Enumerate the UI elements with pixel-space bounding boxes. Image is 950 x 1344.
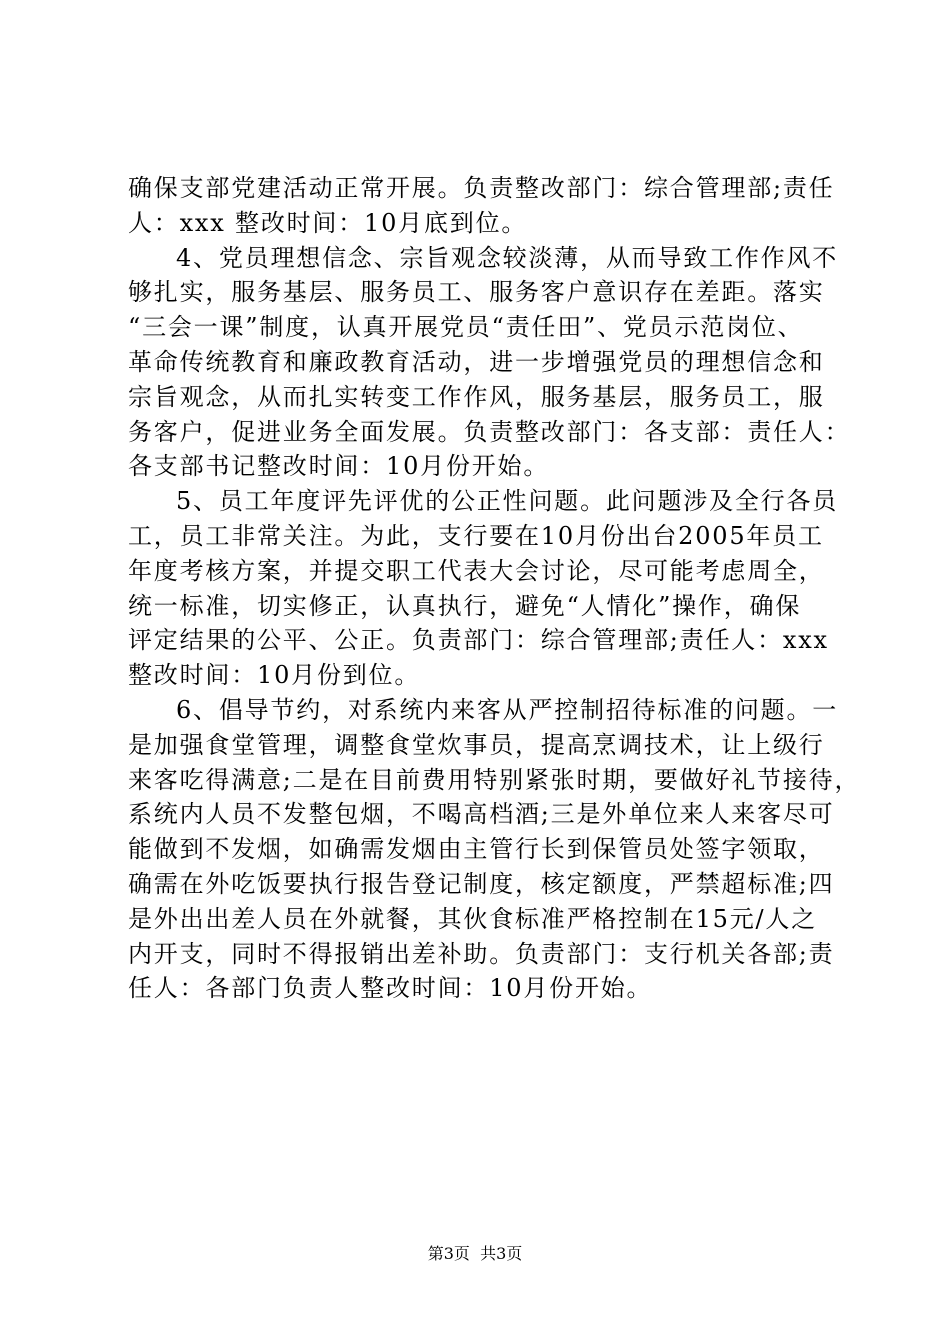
text-line: 是外出出差人员在外就餐，其伙食标准严格控制在15元/人之 <box>128 904 818 933</box>
text-line: 6、倡导节约，对系统内来客从严控制招待标准的问题。一 <box>176 695 839 724</box>
text-line: 确需在外吃饭要执行报告登记制度，核定额度，严禁超标准;四 <box>128 869 835 898</box>
text-line: 宗旨观念，从而扎实转变工作作风，服务基层，服务员工，服 <box>128 382 825 411</box>
text-line: 人：xxx 整改时间：10月底到位。 <box>128 208 528 237</box>
text-line: 整改时间：10月份到位。 <box>128 661 421 690</box>
document-body <box>128 171 861 1006</box>
text-line: 能做到不发烟，如确需发烟由主管行长到保管员处签字领取， <box>128 835 825 864</box>
text-line: 5、员工年度评先评优的公正性问题。此问题涉及全行各员 <box>176 487 839 516</box>
text-line: 够扎实，服务基层、服务员工、服务客户意识存在差距。落实 <box>128 278 825 307</box>
text-line: 任人：各部门负责人整改时间：10月份开始。 <box>128 974 653 1003</box>
text-line: 系统内人员不发整包烟，不喝高档酒;三是外单位来人来客尽可 <box>128 800 835 829</box>
text-line: 4、党员理想信念、宗旨观念较淡薄，从而导致工作作风不 <box>176 243 839 272</box>
text-line: 确保支部党建活动正常开展。负责整改部门：综合管理部;责任 <box>128 174 835 202</box>
text-line: 统一标准，切实修正，认真执行，避免“人情化”操作，确保 <box>128 591 802 620</box>
paragraph-item-6 <box>128 693 861 1006</box>
paragraph-item-5 <box>128 484 839 693</box>
text-line: 各支部书记整改时间：10月份开始。 <box>128 452 550 481</box>
text-line: 务客户，促进业务全面发展。负责整改部门：各支部：责任人： <box>128 417 851 446</box>
text-line: 来客吃得满意;二是在目前费用特别紧张时期，要做好礼节接待， <box>128 765 861 794</box>
paragraph-item-4 <box>128 241 851 485</box>
text-line: 年度考核方案，并提交职工代表大会讨论，尽可能考虑周全， <box>128 556 825 585</box>
text-line: 是加强食堂管理，调整食堂炊事员，提高烹调技术，让上级行 <box>128 730 825 759</box>
page-number-footer: 第3页 共3页 <box>427 1244 523 1263</box>
paragraph-continuation <box>128 171 835 241</box>
text-line: 工，员工非常关注。为此，支行要在10月份出台2005年员工 <box>128 521 824 550</box>
text-line: 内开支，同时不得报销出差补助。负责部门：支行机关各部;责 <box>128 939 835 968</box>
text-line: 评定结果的公平、公正。负责部门：综合管理部;责任人：xxx <box>128 626 829 655</box>
text-line: “三会一课”制度，认真开展党员“责任田”、党员示范岗位、 <box>128 313 804 342</box>
text-line: 革命传统教育和廉政教育活动，进一步增强党员的理想信念和 <box>128 347 825 376</box>
